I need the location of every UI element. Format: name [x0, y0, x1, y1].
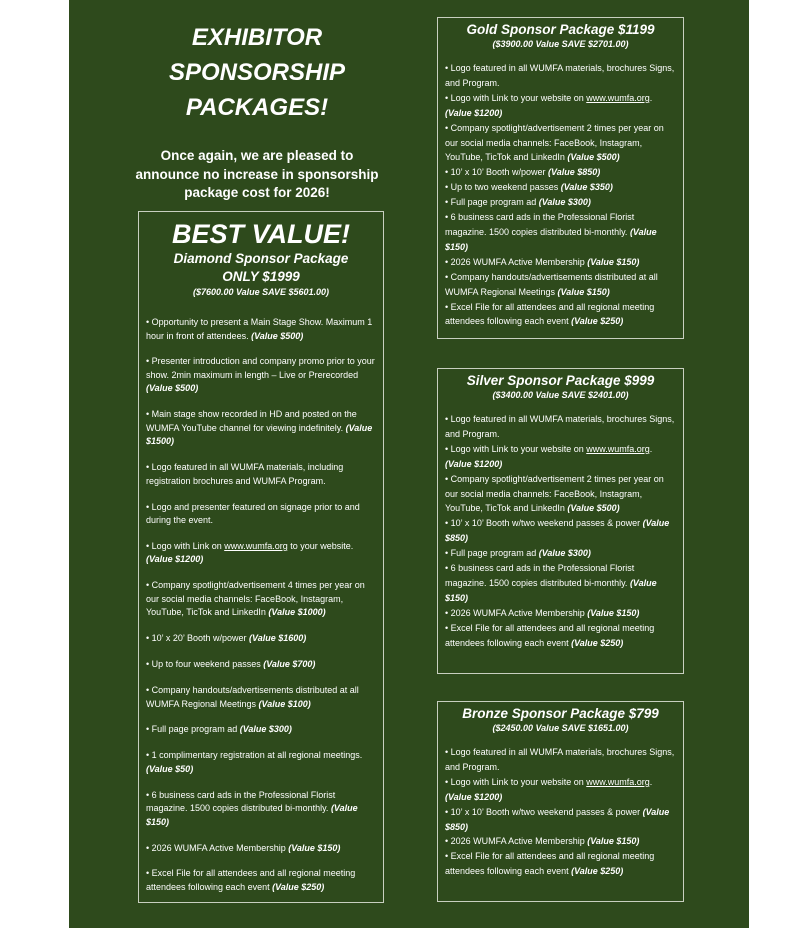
best-value-banner: BEST VALUE!: [171, 219, 350, 249]
benefit-text: to your website.: [287, 540, 354, 551]
benefit-text: • 10’ x 10’ Booth w/two weekend passes & power: [445, 806, 643, 817]
website-link[interactable]: www.wumfa.org: [224, 540, 288, 551]
benefit-text: • Full page program ad: [146, 724, 240, 735]
benefit-item: [438, 165, 683, 180]
benefit-item: [139, 632, 383, 646]
benefit-value: (Value $250): [272, 881, 325, 892]
website-link[interactable]: www.wumfa.org: [586, 776, 650, 787]
benefit-text: • 6 business card ads in the Professional Florist magazine. 1500 copies distributed bi-monthly.: [146, 789, 336, 814]
benefit-item: [438, 745, 683, 775]
intro-line: announce no increase in sponsorship: [135, 166, 379, 182]
benefit-value: (Value $50): [146, 763, 194, 774]
title-line: EXHIBITOR: [191, 24, 323, 51]
benefit-item: [139, 867, 383, 894]
benefit-item: [438, 180, 683, 195]
benefit-text: • 2026 WUMFA Active Membership: [445, 256, 588, 267]
benefit-item: [139, 789, 383, 830]
benefit-item: [438, 775, 683, 805]
intro-text: [133, 147, 381, 203]
benefit-value: (Value $150): [587, 836, 640, 847]
benefit-item: [438, 561, 683, 606]
diamond-benefit-list: [139, 316, 383, 894]
benefit-item: [139, 501, 383, 528]
benefit-value: (Value $300): [538, 197, 591, 208]
diamond-package-box: [138, 211, 384, 903]
benefit-text: • Main stage show recorded in HD and posted on the WUMFA YouTube channel for viewing indefinitely.: [146, 409, 357, 433]
website-link[interactable]: www.wumfa.org: [586, 92, 650, 103]
benefit-value: (Value $500): [567, 503, 620, 514]
benefit-value: (Value $500): [251, 330, 304, 341]
benefit-item: [438, 195, 683, 210]
benefit-item: [438, 255, 683, 270]
benefit-item: [438, 849, 683, 879]
benefit-text: • Up to two weekend passes: [445, 182, 561, 193]
benefit-value: (Value $100): [258, 698, 311, 709]
benefit-value: (Value $250): [571, 866, 624, 877]
benefit-text: • Logo featured in all WUMFA materials, brochures Signs, and Program.: [445, 63, 675, 88]
bronze-package-box: [437, 701, 684, 902]
benefit-value: (Value $1200): [445, 107, 503, 118]
benefit-text: • Logo featured in all WUMFA materials, brochures Signs, and Program.: [445, 414, 675, 439]
diamond-price: ONLY $1999: [222, 269, 300, 284]
benefit-text: • Up to four weekend passes: [146, 659, 264, 670]
benefit-value: (Value $150): [288, 842, 341, 853]
benefit-text: • Logo and presenter featured on signage prior to and during the event.: [146, 501, 360, 526]
benefit-value: (Value $150): [587, 607, 640, 618]
benefit-item: [438, 412, 683, 442]
benefit-text: .: [649, 443, 653, 454]
benefit-item: [139, 842, 383, 856]
benefit-item: [139, 684, 383, 711]
benefit-item: [139, 316, 383, 343]
benefit-item: [139, 579, 383, 620]
silver-package-box: [437, 368, 684, 674]
website-link[interactable]: www.wumfa.org: [586, 443, 650, 454]
benefit-value: (Value $500): [567, 152, 620, 163]
benefit-value: (Value $1200): [445, 458, 503, 469]
gold-package-box: [437, 17, 684, 339]
gold-title: Gold Sponsor Package $1199: [466, 22, 655, 37]
benefit-item: [139, 540, 383, 567]
benefit-text: .: [649, 92, 653, 103]
title-line: SPONSORSHIP: [168, 59, 346, 86]
silver-benefit-list: [438, 412, 683, 651]
bronze-value: ($2450.00 Value SAVE $1651.00): [492, 723, 629, 733]
benefit-text: • 10’ x 20’ Booth w/power: [146, 633, 250, 644]
benefit-item: [438, 621, 683, 651]
benefit-value: (Value $850): [548, 167, 601, 178]
benefit-value: (Value $1200): [445, 791, 503, 802]
benefit-item: [139, 723, 383, 737]
benefit-item: [139, 658, 383, 672]
benefit-item: [438, 472, 683, 517]
benefit-text: • Presenter introduction and company promo prior to your show. 2min maximum in length – Live or Prerecorded: [146, 356, 375, 380]
benefit-text: • Company spotlight/advertisement 4 times per year on our social media channels: FaceBook, Instagram, YouTube, TicTok and LinkedIn: [146, 580, 365, 618]
benefit-text: • Excel File for all attendees and all regional meeting attendees following each event: [445, 301, 655, 327]
benefit-value: (Value $350): [560, 182, 613, 193]
benefit-text: • 2026 WUMFA Active Membership: [445, 607, 588, 618]
benefit-value: (Value $1000): [268, 607, 326, 618]
diamond-title: Diamond Sponsor Package: [173, 251, 349, 266]
silver-title: Silver Sponsor Package $999: [466, 373, 655, 388]
gold-benefit-list: [438, 61, 683, 329]
benefit-text: • 10’ x 10’ Booth w/power: [445, 167, 549, 178]
benefit-item: [438, 91, 683, 121]
benefit-text: • Company spotlight/advertisement 2 times per year on our social media channels: FaceBook, Instagram, YouTube, TicTok and LinkedIn: [445, 473, 664, 514]
benefit-item: [438, 61, 683, 91]
silver-value: ($3400.00 Value SAVE $2401.00): [492, 390, 629, 400]
benefit-value: (Value $1600): [249, 633, 307, 644]
benefit-value: (Value $250): [571, 637, 624, 648]
benefit-value: (Value $850): [445, 518, 670, 544]
benefit-text: • Logo with Link to your website on: [445, 92, 587, 103]
benefit-text: • Logo with Link on: [146, 540, 225, 551]
benefit-value: (Value $850): [445, 806, 670, 832]
benefit-item: [139, 408, 383, 449]
benefit-item: [139, 355, 383, 396]
benefit-value: (Value $700): [263, 659, 316, 670]
bronze-title: Bronze Sponsor Package $799: [462, 706, 659, 721]
page-title: [133, 20, 381, 125]
diamond-value: ($7600.00 Value SAVE $5601.00): [192, 287, 330, 297]
benefit-value: (Value $300): [239, 724, 292, 735]
benefit-item: [438, 805, 683, 835]
benefit-item: [438, 210, 683, 255]
benefit-text: • Logo with Link to your website on: [445, 443, 587, 454]
gold-value: ($3900.00 Value SAVE $2701.00): [492, 39, 629, 49]
benefit-text: • Company handouts/advertisements distributed at all WUMFA Regional Meetings: [146, 685, 359, 709]
benefit-text: • 10’ x 10’ Booth w/two weekend passes & power: [445, 518, 643, 529]
benefit-text: .: [649, 776, 653, 787]
benefit-text: • Excel File for all attendees and all regional meeting attendees following each event: [146, 868, 356, 892]
benefit-text: • Full page program ad: [445, 548, 539, 559]
benefit-item: [139, 461, 383, 488]
benefit-text: • 6 business card ads in the Professional Florist magazine. 1500 copies distributed bi-monthly.: [445, 563, 635, 588]
intro-line: package cost for 2026!: [184, 185, 330, 200]
benefit-item: [438, 834, 683, 849]
benefit-value: (Value $150): [587, 256, 640, 267]
benefit-item: [438, 546, 683, 561]
benefit-item: [438, 606, 683, 621]
benefit-text: • Full page program ad: [445, 197, 539, 208]
benefit-text: • Logo with Link to your website on: [445, 776, 587, 787]
benefit-value: (Value $150): [445, 226, 657, 252]
benefit-text: • Excel File for all attendees and all regional meeting attendees following each event: [445, 851, 655, 877]
intro-line: Once again, we are pleased to: [160, 148, 354, 163]
benefit-value: (Value $150): [557, 286, 610, 297]
benefit-text: • Opportunity to present a Main Stage Show. Maximum 1 hour in front of attendees.: [146, 317, 373, 341]
benefit-value: (Value $300): [538, 548, 591, 559]
benefit-text: • 1 complimentary registration at all regional meetings.: [146, 750, 363, 761]
benefit-item: [438, 270, 683, 300]
benefit-value: (Value $1500): [146, 422, 373, 447]
benefit-item: [438, 121, 683, 166]
benefit-text: • Logo featured in all WUMFA materials, including registration brochures and WUMFA Program.: [146, 462, 344, 486]
benefit-text: • Company handouts/advertisements distributed at all WUMFA Regional Meetings: [445, 271, 658, 297]
bronze-benefit-list: [438, 745, 683, 879]
benefit-text: • Logo featured in all WUMFA materials, brochures Signs, and Program.: [445, 747, 675, 772]
benefit-text: • Excel File for all attendees and all regional meeting attendees following each event: [445, 622, 655, 648]
benefit-item: [438, 516, 683, 546]
benefit-text: • 2026 WUMFA Active Membership: [445, 836, 588, 847]
benefit-item: [438, 300, 683, 330]
benefit-value: (Value $150): [146, 803, 358, 827]
benefit-item: [438, 442, 683, 472]
benefit-value: (Value $1200): [146, 554, 204, 565]
benefit-item: [139, 749, 383, 776]
benefit-text: • Company spotlight/advertisement 2 times per year on our social media channels: FaceBook, Instagram, YouTube, TicTok and LinkedIn: [445, 122, 664, 163]
title-line: PACKAGES!: [185, 94, 329, 121]
benefit-text: • 6 business card ads in the Professional Florist magazine. 1500 copies distributed bi-monthly.: [445, 212, 635, 237]
benefit-value: (Value $250): [571, 316, 624, 327]
benefit-value: (Value $500): [146, 383, 199, 394]
benefit-value: (Value $150): [445, 577, 657, 603]
benefit-text: • 2026 WUMFA Active Membership: [146, 842, 289, 853]
